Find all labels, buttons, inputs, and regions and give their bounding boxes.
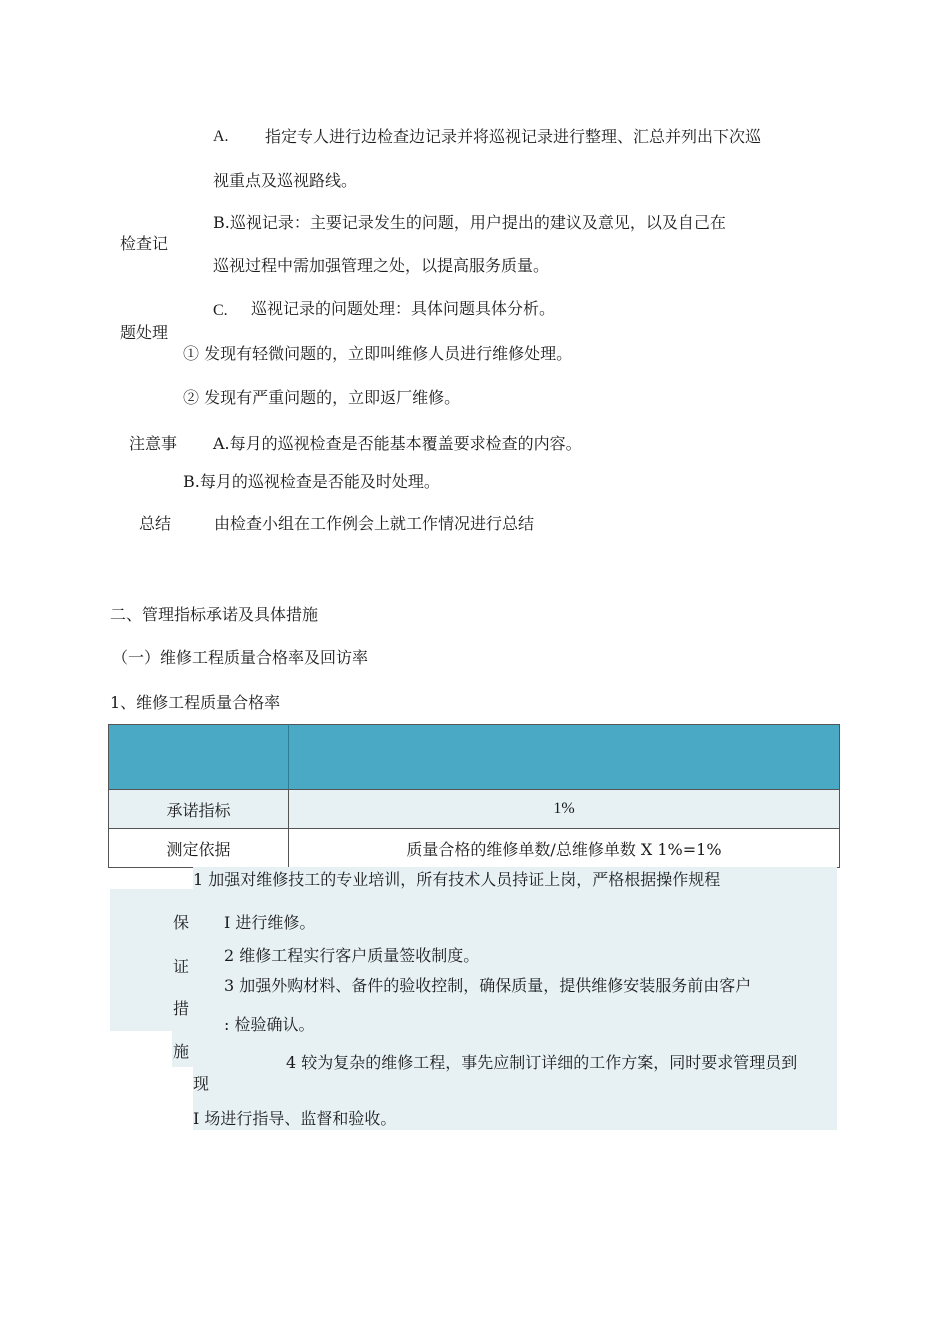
inspection-a-label: A. (213, 128, 229, 145)
inspection-b-line1: B.巡视记录：主要记录发生的问题，用户提出的建议及意见，以及自己在 (213, 213, 726, 232)
inspection-side-label-1: 检查记 (120, 234, 169, 253)
measures-vertical-char-1: 保 (173, 913, 190, 932)
table-header-cell-1 (109, 725, 289, 790)
table-header-row (109, 725, 840, 790)
section-item: 1、维修工程质量合格率 (110, 693, 281, 712)
inspection-item-2: ② 发现有严重问题的，立即返厂维修。 (183, 388, 461, 407)
notes-a-text: A.每月的巡视检查是否能基本覆盖要求检查的内容。 (213, 434, 582, 453)
measures-vertical-char-3: 措 (173, 999, 190, 1018)
table-header-cell-2 (289, 725, 840, 790)
measures-line-3: 2 维修工程实行客户质量签收制度。 (224, 946, 480, 965)
measures-shade-main (193, 867, 837, 1130)
measures-line-7: 现 (193, 1074, 210, 1093)
measures-line-6: 4 较为复杂的维修工程，事先应制订详细的工作方案，同时要求管理员到 (286, 1053, 798, 1072)
inspection-a-line2: 视重点及巡视路线。 (213, 171, 358, 190)
notes-b-text: B.每月的巡视检查是否能及时处理。 (183, 472, 440, 491)
summary-text: 由检查小组在工作例会上就工作情况进行总结 (214, 514, 535, 533)
inspection-b-line2: 巡视过程中需加强管理之处，以提高服务质量。 (213, 256, 550, 275)
index-table (108, 724, 840, 868)
measures-vertical-char-2: 证 (173, 957, 190, 976)
table-cell-label: 测定依据 (109, 829, 289, 868)
table-row (109, 790, 840, 829)
section-title: 二、管理指标承诺及具体措施 (110, 605, 319, 624)
inspection-item-1: ① 发现有轻微问题的，立即叫维修人员进行维修处理。 (183, 344, 573, 363)
table-cell-value: 1% (289, 790, 840, 829)
inspection-a-line1: 指定专人进行边检查边记录并将巡视记录进行整理、汇总并列出下次巡 (265, 127, 762, 146)
measures-vertical-char-4: 施 (173, 1042, 190, 1061)
table-cell-value: 质量合格的维修单数/总维修单数 X 1%=1% (289, 829, 840, 868)
inspection-side-label-2: 题处理 (120, 323, 169, 342)
measures-line-5: : 检验确认。 (224, 1015, 315, 1034)
table-cell-label: 承诺指标 (109, 790, 289, 829)
summary-label: 总结 (139, 514, 172, 533)
notes-label: 注意事 (129, 434, 178, 453)
measures-line-1: 1 加强对维修技工的专业培训，所有技术人员持证上岗，严格根据操作规程 (193, 870, 721, 889)
measures-line-8: I 场进行指导、监督和验收。 (193, 1109, 397, 1128)
measures-line-4: 3 加强外购材料、备件的验收控制，确保质量，提供维修安装服务前由客户 (224, 976, 752, 995)
section-subtitle: （一）维修工程质量合格率及回访率 (112, 648, 369, 667)
measures-line-2: I 进行维修。 (224, 913, 316, 932)
inspection-c-text: 巡视记录的问题处理：具体问题具体分析。 (251, 299, 556, 318)
table-row (109, 829, 840, 868)
inspection-c-label: C. (213, 302, 228, 319)
